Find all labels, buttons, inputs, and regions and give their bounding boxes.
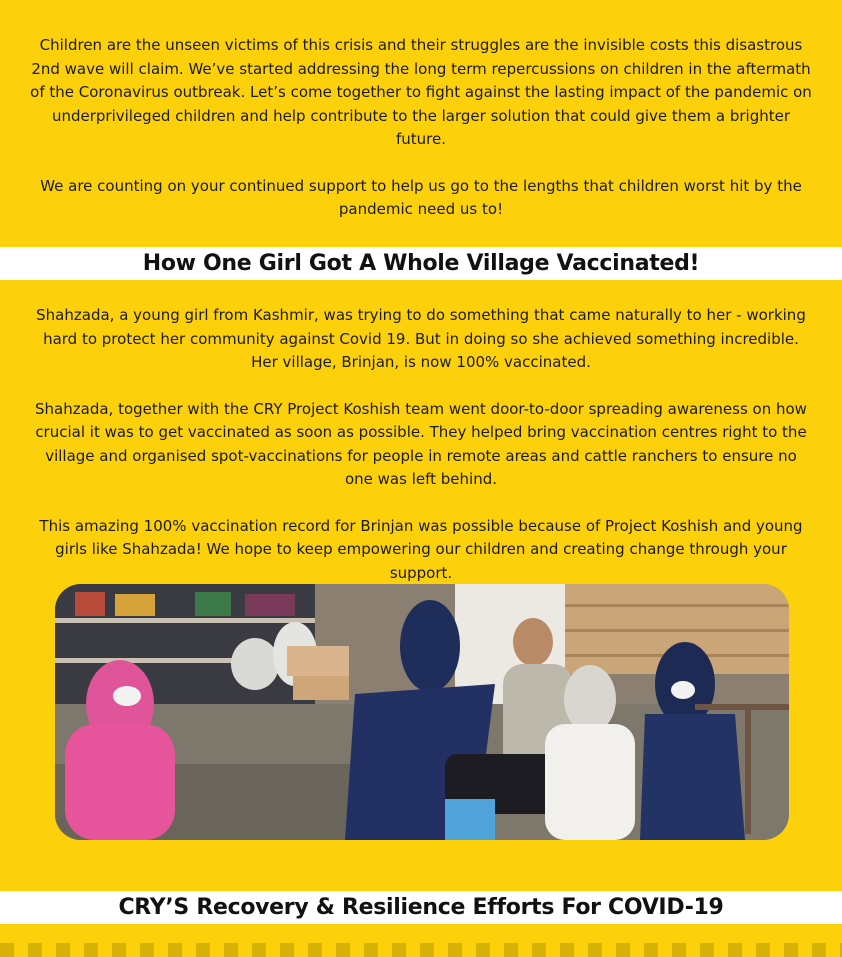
vaccination-photo	[55, 584, 789, 840]
intro-paragraph-2: We are counting on your continued support to help us go to the lengths that children worst hit by the pandemic need us to!	[40, 176, 802, 218]
story-paragraph-3: This amazing 100% vaccination record for Brinjan was possible because of Project Koshish and young girls like Shahzada! We hope to keep empowering our children and creating change through your support.	[39, 516, 803, 582]
story-heading-band	[0, 247, 842, 280]
story-paragraph-1: Shahzada, a young girl from Kashmir, was trying to do something that came naturally to her - working hard to protect her community against Covid 19. But in doing so she achieved something incredible. Her village, Brinjan, is now 100% vaccinated.	[36, 306, 806, 371]
story-heading: How One Girl Got A Whole Village Vaccinated!	[142, 251, 700, 276]
intro-section	[0, 0, 842, 247]
story-section	[0, 280, 842, 891]
intro-paragraph-1: Children are the unseen victims of this crisis and their struggles are the invisible costs this disastrous 2nd wave will claim. We’ve started addressing the long term repercussions on children in the aftermath of the Coronavirus outbreak. Let’s come together to fight against the lasting impact of the pandemic on underprivileged children and help contribute to the larger solution that could give them a brighter future.	[30, 36, 812, 148]
story-paragraph-2: Shahzada, together with the CRY Project Koshish team went door-to-door spreading awareness on how crucial it was to get vaccinated as soon as possible. They helped bring vaccination centres right to the village and organised spot-vaccinations for people in remote areas and cattle ranchers to ensure no one was left behind.	[35, 399, 807, 488]
next-section-start	[0, 924, 842, 955]
next-section-heading: CRY’S Recovery & Resilience Efforts For COVID-19	[118, 895, 724, 920]
next-section-heading-band	[0, 891, 842, 924]
